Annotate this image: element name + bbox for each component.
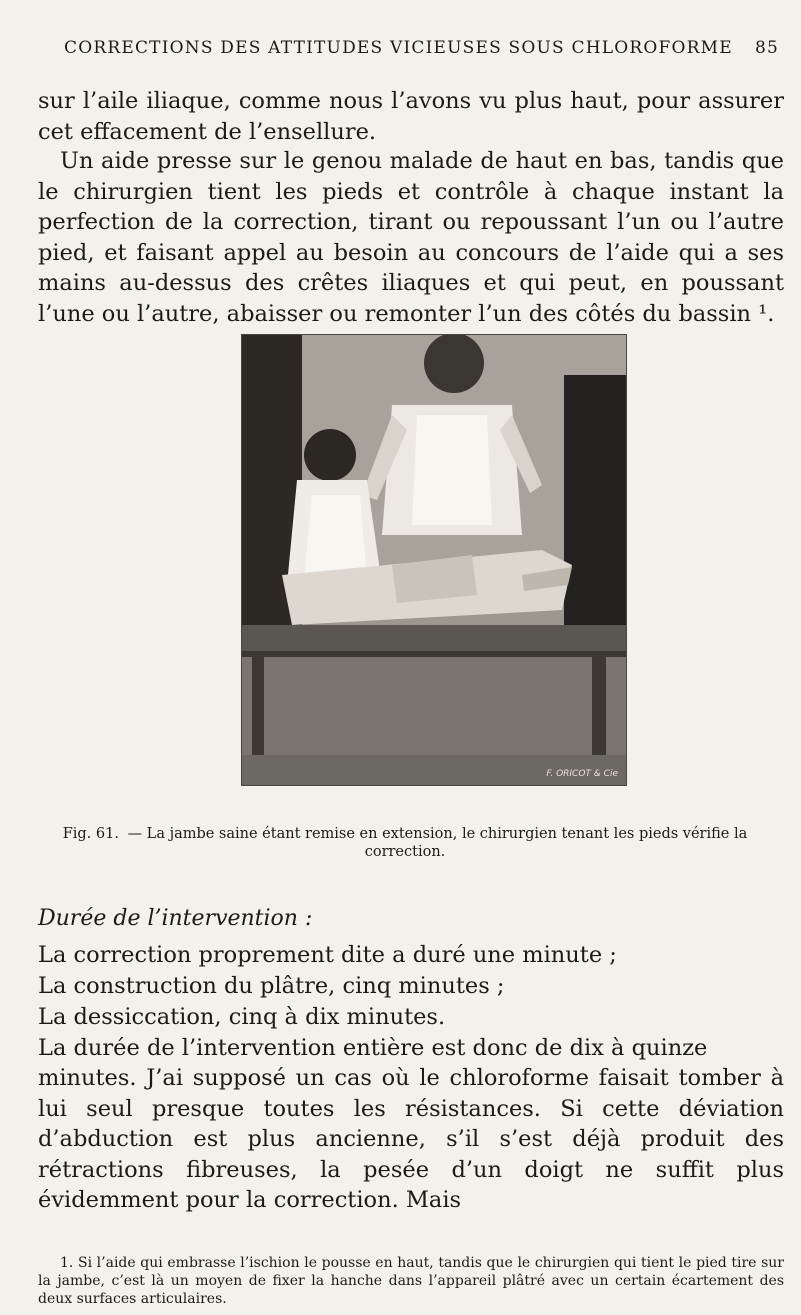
page-number: 85 <box>754 38 779 58</box>
section-heading: Durée de l’intervention : <box>38 906 313 931</box>
figure-caption <box>30 825 780 861</box>
paragraph-1: sur l’aile iliaque, comme nous l’avons vu plus haut, pour assurer cet effacement de l’ensellure. <box>38 88 784 145</box>
duration-list <box>38 940 784 1064</box>
paragraph-3: minutes. J’ai supposé un cas où le chloroforme faisait tomber à lui seul presque toutes les résistances. Si cette déviation d’abduction est plus ancienne, s’il s’est déjà produit des rétractions fibreuses, la pesée d’un doigt ne suffit plus évidemment pour la correction. Mais <box>38 1065 784 1213</box>
list-item: La construction du plâtre, cinq minutes ; <box>38 973 505 999</box>
paragraph-2: Un aide presse sur le genou malade de haut en bas, tandis que le chirurgien tient les pieds et contrôle à chaque instant la perfection de la correction, tirant ou repoussant l’un ou l’autre pied, et faisant appel au besoin au concours de l’aide qui a ses mains au-dessus des crêtes iliaques et qui peut, en poussant l’une ou l’autre, abaisser ou remonter l’un des côtés du bassin ¹. <box>38 148 784 327</box>
running-head-title: CORRECTIONS DES ATTITUDES VICIEUSES SOUS CHLOROFORME <box>64 38 733 58</box>
figure-photograph <box>241 334 627 786</box>
photo-credit: F. ORICOT & Cie <box>546 769 618 779</box>
list-item: La durée de l’intervention entière est donc de dix à quinze <box>38 1035 708 1061</box>
figure-caption-text: — La jambe saine étant remise en extension, le chirurgien tenant les pieds vérifie la correction. <box>127 826 748 860</box>
list-item: La correction proprement dite a duré une minute ; <box>38 942 617 968</box>
surgery-photo <box>242 335 626 785</box>
footnote: 1. Si l’aide qui embrasse l’ischion le pousse en haut, tandis que le chirurgien qui tient le pied tire sur la jambe, c’est là un moyen de fixer la hanche dans l’appareil plâtré avec un certain écartement des deux surfaces articulaires. <box>38 1255 784 1307</box>
figure-label: Fig. 61. <box>62 826 119 842</box>
running-head <box>64 38 779 58</box>
list-item: La dessiccation, cinq à dix minutes. <box>38 1004 446 1030</box>
